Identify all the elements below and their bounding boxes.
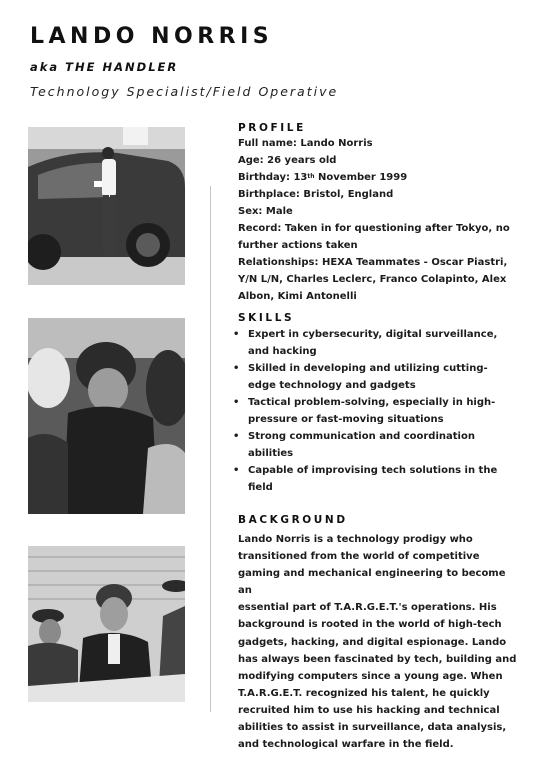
- skill-text-cont: field: [248, 482, 273, 493]
- bullet: •: [233, 397, 240, 408]
- birthday-day: Birthday: 13: [238, 172, 308, 183]
- skill-item: [233, 394, 522, 428]
- relationships-line-3: Albon, Kimi Antonelli: [238, 291, 357, 302]
- skill-text: Skilled in developing and utilizing cutting-: [248, 363, 488, 374]
- background-line: transitioned from the world of competitive: [238, 551, 480, 563]
- skill-item: [233, 360, 522, 394]
- bullet: •: [233, 465, 240, 476]
- photo-officers: [28, 546, 185, 702]
- record-line-2: further actions taken: [238, 240, 358, 251]
- full-name: Full name: Lando Norris: [238, 138, 373, 149]
- skill-item: [233, 462, 522, 496]
- skills-list: [233, 326, 522, 496]
- background-line: Lando Norris is a technology prodigy who: [238, 534, 473, 545]
- skill-text: Expert in cybersecurity, digital surveillance,: [248, 329, 498, 340]
- background-heading: BACKGROUND: [238, 514, 348, 526]
- photo-crowd: [28, 318, 185, 514]
- skill-item: [233, 428, 522, 462]
- skill-text-cont: and hacking: [248, 346, 317, 357]
- birthday: [238, 169, 522, 186]
- character-alias: aka THE HANDLER: [30, 60, 179, 74]
- character-role: Technology Specialist/Field Operative: [30, 84, 339, 99]
- background-line: and technological warfare in the field.: [238, 739, 454, 751]
- background-line: gaming and mechanical engineering to become an: [238, 568, 506, 597]
- bullet: •: [233, 329, 240, 340]
- profile-section: [238, 121, 522, 305]
- background-line: abilities to assist in surveillance, data analysis,: [238, 722, 507, 734]
- skill-text: Capable of improvising tech solutions in the: [248, 465, 498, 476]
- skill-text-cont: pressure or fast-moving situations: [248, 414, 444, 425]
- relationships-line-1: Relationships: HEXA Teammates - Oscar Piastri,: [238, 257, 508, 268]
- birthplace: Birthplace: Bristol, England: [238, 189, 394, 200]
- relationships-line-2: Y/N L/N, Charles Leclerc, Franco Colapinto, Alex: [238, 274, 507, 285]
- character-name: LANDO NORRIS: [30, 24, 274, 49]
- skill-text: Tactical problem-solving, especially in high-: [248, 397, 496, 408]
- skill-item: [233, 326, 522, 360]
- background-line: background is rooted in the world of high-tech: [238, 619, 502, 631]
- birthday-ordinal: th: [307, 173, 315, 180]
- bullet: •: [233, 363, 240, 374]
- birthday-rest: November 1999: [314, 172, 408, 183]
- background-line: gadgets, hacking, and digital espionage. Lando: [238, 636, 507, 648]
- skill-text-cont: edge technology and gadgets: [248, 380, 416, 391]
- background-line: essential part of T.A.R.G.E.T.'s operations. His: [238, 602, 497, 614]
- record-line-1: Record: Taken in for questioning after Tokyo, no: [238, 223, 510, 234]
- divider-line: [210, 186, 211, 712]
- profile-heading: PROFILE: [238, 122, 306, 134]
- skills-heading: SKILLS: [238, 312, 295, 324]
- skill-text: Strong communication and coordination: [248, 431, 475, 442]
- photo-car: [28, 127, 185, 285]
- background-section: [238, 513, 522, 753]
- sex: Sex: Male: [238, 206, 293, 217]
- age: Age: 26 years old: [238, 155, 337, 166]
- background-line: modifying computers since a young age. When: [238, 670, 503, 682]
- bullet: •: [233, 431, 240, 442]
- skills-section: [233, 311, 522, 496]
- background-line: has always been fascinated by tech, building and: [238, 653, 517, 665]
- background-line: T.A.R.G.E.T. recognized his talent, he quickly: [238, 687, 490, 699]
- skill-text-cont: abilities: [248, 448, 294, 459]
- background-line: recruited him to use his hacking and technical: [238, 704, 500, 716]
